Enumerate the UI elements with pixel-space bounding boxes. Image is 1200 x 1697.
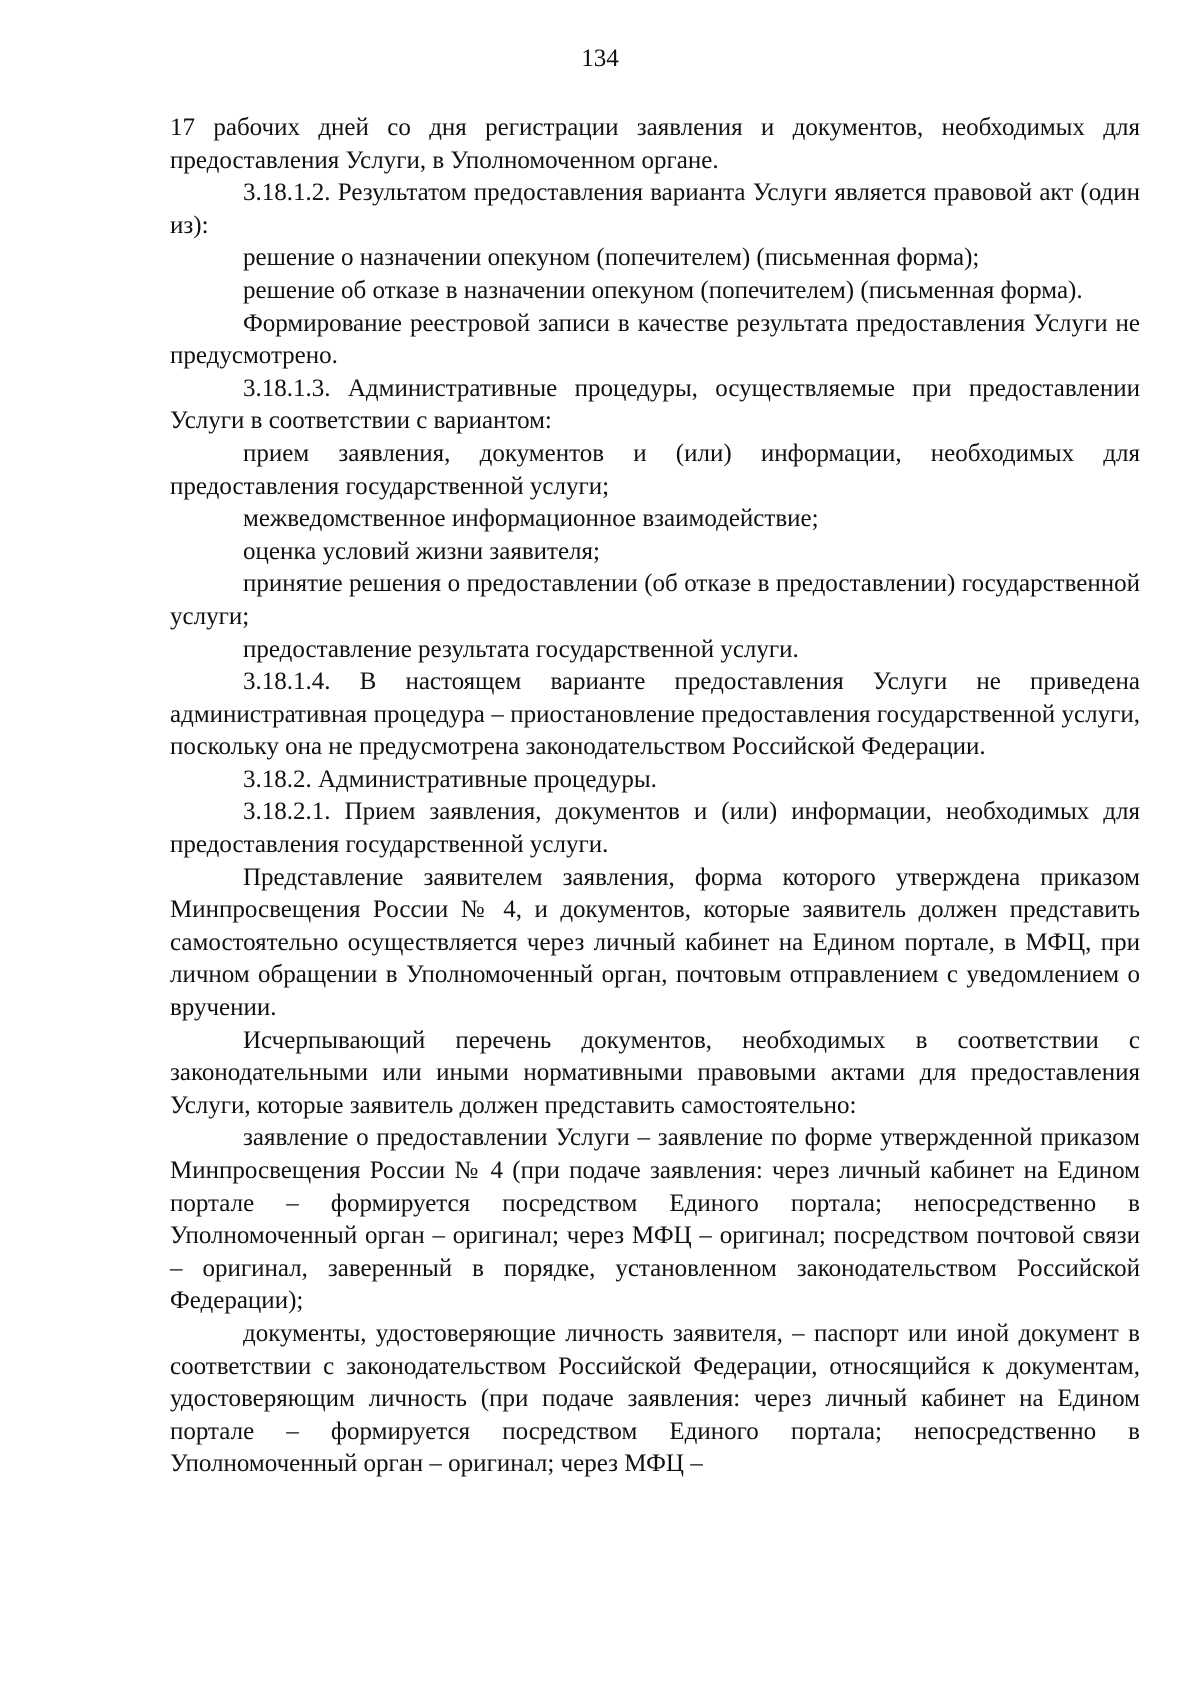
paragraph: заявление о предоставлении Услуги – заявление по форме утвержденной приказом Минпросвещения России № 4 (при подаче заявления: через личный кабинет на Едином портале – формируется посредством Единого портала; непосредственно в Уполномоченный орган – оригинал; через МФЦ – оригинал; посредством почтовой связи – оригинал, заверенный в порядке, установленном законодательством Российской Федерации); xyxy=(170,1124,1140,1315)
paragraph: 3.18.1.4. В настоящем варианте предоставления Услуги не приведена административная процедура – приостановление предоставления государственной услуги, поскольку она не предусмотрена законодательством Российской Федерации. xyxy=(170,668,1140,761)
paragraph: документы, удостоверяющие личность заявителя, – паспорт или иной документ в соответствии с законодательством Российской Федерации, относящийся к документам, удостоверяющим личность (при подаче заявления: через личный кабинет на Едином портале – формируется посредством Единого портала; непосредственно в Уполномоченный орган – оригинал; через МФЦ – xyxy=(170,1319,1140,1478)
paragraph: прием заявления, документов и (или) информации, необходимых для предоставления государственной услуги; xyxy=(170,439,1140,500)
paragraph: Исчерпывающий перечень документов, необходимых в соответствии с законодательными или иными нормативными правовыми актами для предоставления Услуги, которые заявитель должен представить самостоятельно: xyxy=(170,1026,1140,1119)
paragraph: 17 рабочих дней со дня регистрации заявления и документов, необходимых для предоставления Услуги, в Уполномоченном органе. xyxy=(170,114,1140,174)
paragraph: решение об отказе в назначении опекуном (попечителем) (письменная форма). xyxy=(243,276,1083,304)
paragraph: Формирование реестровой записи в качестве результата предоставления Услуги не предусмотрено. xyxy=(170,309,1140,370)
paragraph: решение о назначении опекуном (попечителем) (письменная форма); xyxy=(243,244,980,272)
paragraph: предоставление результата государственной услуги. xyxy=(243,635,799,663)
paragraph: оценка условий жизни заявителя; xyxy=(243,537,600,565)
paragraph: принятие решения о предоставлении (об отказе в предоставлении) государственной услуги; xyxy=(170,570,1140,630)
paragraph: 3.18.2.1. Прием заявления, документов и (или) информации, необходимых для предоставления государственной услуги. xyxy=(170,798,1140,859)
paragraph: межведомственное информационное взаимодействие; xyxy=(243,505,819,533)
body-text xyxy=(170,112,1140,1481)
paragraph: Представление заявителем заявления, форма которого утверждена приказом Минпросвещения России № 4, и документов, которые заявитель должен представить самостоятельно осуществляется через личный кабинет на Едином портале, в МФЦ, при личном обращении в Уполномоченный орган, почтовым отправлением с уведомлением о вручении. xyxy=(170,863,1140,1022)
paragraph: 3.18.2. Административные процедуры. xyxy=(243,765,657,793)
paragraph: 3.18.1.3. Административные процедуры, осуществляемые при предоставлении Услуги в соответствии с вариантом: xyxy=(170,374,1140,435)
page-number: 134 xyxy=(581,45,619,72)
paragraph: 3.18.1.2. Результатом предоставления варианта Услуги является правовой акт (один из): xyxy=(170,179,1140,239)
